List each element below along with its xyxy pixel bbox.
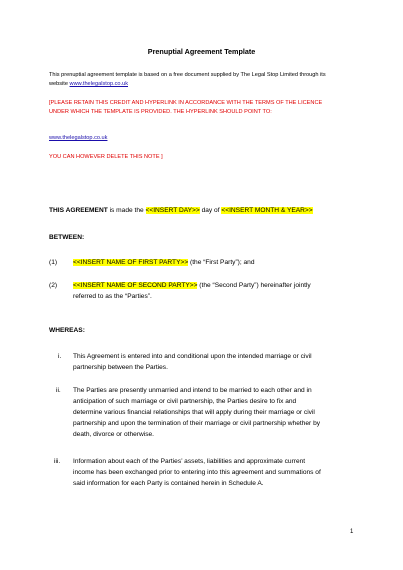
insert-month-year-field: <<INSERT MONTH & YEAR>> (221, 207, 313, 214)
notice-line-1: [PLEASE RETAIN THIS CREDIT AND HYPERLINK IN ACCORDANCE WITH THE TERMS OF THE LICENCE (49, 100, 323, 106)
intro-paragraph (49, 71, 369, 89)
recital-3 (49, 456, 357, 489)
agreement-line: THIS AGREEMENT is made the <<INSERT DAY>> day of <<INSERT MONTH & YEAR>> (49, 207, 313, 214)
party-2: (2) <<INSERT NAME OF SECOND PARTY>> (the “Second Party”) hereinafter jointly referred to as the “Parties”. (49, 280, 355, 302)
party-2-line-2: referred to as the “Parties”. (73, 293, 152, 300)
recital-2-line-3: determine various financial relationships that will apply during their marriage or civil (73, 409, 315, 416)
party-1-number: (1) (49, 259, 58, 266)
notice-website-link[interactable]: www.thelegalstop.co.uk (49, 135, 108, 141)
recital-1-number: i. (58, 353, 62, 360)
document-title: Prenuptial Agreement Template (147, 47, 256, 56)
party-1-name-field: <<INSERT NAME OF FIRST PARTY>> (73, 259, 189, 266)
recital-1 (49, 351, 357, 373)
recital-2 (49, 385, 357, 440)
notice-line-2: UNDER WHICH THE TEMPLATE IS PROVIDED. THE HYPERLINK SHOULD POINT TO: (49, 109, 272, 115)
recital-3-line-3: said information for each Party is contained herein in Schedule A. (73, 480, 264, 487)
notice-link-line (49, 134, 107, 143)
recital-3-line-2: income has been exchanged prior to entering into this agreement and summations of (73, 469, 321, 476)
recital-3-line-1: Information about each of the Parties’ assets, liabilities and approximate current (73, 458, 306, 465)
agreement-lead: THIS AGREEMENT (49, 207, 108, 214)
intro-line-1: This prenuptial agreement template is based on a free document supplied by The Legal Stop Limited through its (49, 72, 326, 78)
insert-day-field: <<INSERT DAY>> (145, 207, 200, 214)
intro-line-2: website www.thelegalstop.co.uk (49, 81, 128, 87)
recital-3-number: iii. (54, 458, 61, 465)
intro-website-link[interactable]: www.thelegalstop.co.uk (69, 81, 128, 87)
recital-2-line-2: anticipation of such marriage or civil partnership, the Parties desire to fix and (73, 398, 297, 405)
whereas-heading: WHEREAS: (49, 327, 85, 334)
recital-2-line-1: The Parties are presently unmarried and intend to be married to each other and in (73, 387, 312, 394)
party-2-number: (2) (49, 282, 58, 289)
party-2-name-field: <<INSERT NAME OF SECOND PARTY>> (73, 282, 198, 289)
recital-2-line-4: partnership and upon the termination of their marriage or civil partnership whether by (73, 420, 321, 427)
recital-1-line-2: partnership between the Parties. (73, 364, 168, 371)
recital-1-line-1: This Agreement is entered into and conditional upon the intended marriage or civil (73, 353, 312, 360)
recital-2-number: ii. (56, 387, 61, 394)
party-1: (1) <<INSERT NAME OF FIRST PARTY>> (the “First Party”); and (49, 259, 255, 266)
licence-notice (49, 99, 369, 117)
recital-2-line-5: death, divorce or otherwise. (73, 431, 154, 438)
page-number: 1 (350, 529, 354, 535)
delete-note: YOU CAN HOWEVER DELETE THIS NOTE ] (49, 154, 163, 160)
between-heading: BETWEEN: (49, 234, 85, 241)
